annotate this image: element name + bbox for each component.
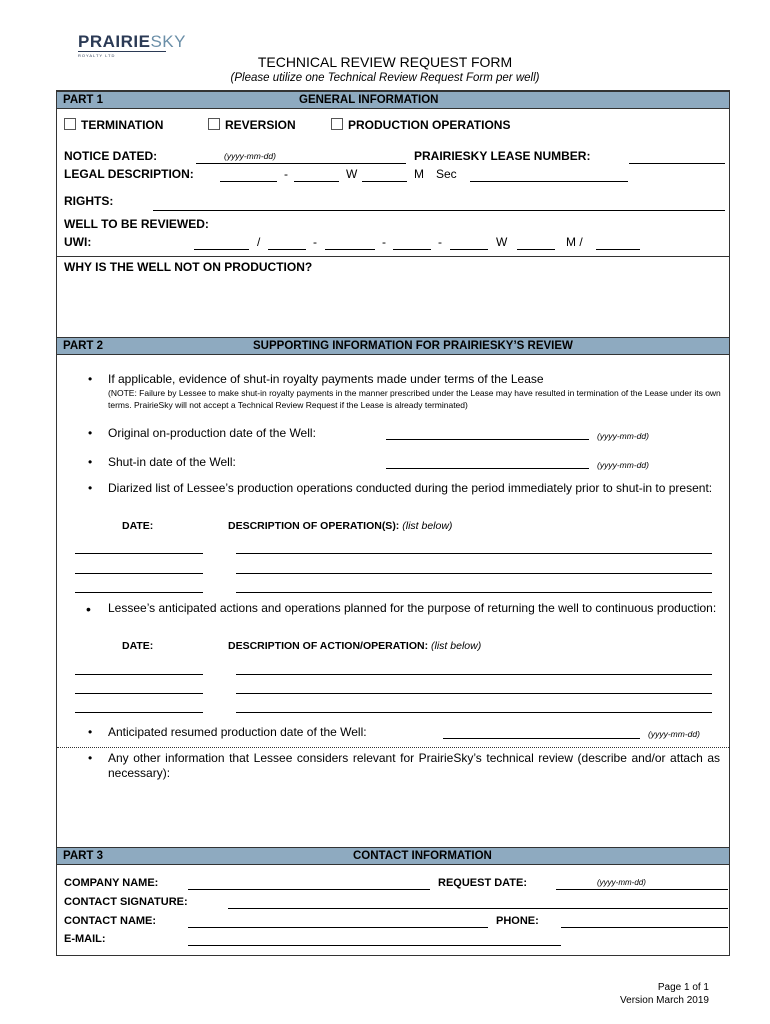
- item6-text: Anticipated resumed production date of the Well:: [108, 725, 367, 739]
- termination-checkbox[interactable]: [64, 118, 76, 130]
- ops-date-line-1[interactable]: [75, 553, 203, 554]
- part2-label: PART 2: [63, 340, 104, 352]
- phone-field[interactable]: [561, 927, 728, 928]
- contact-name-label: CONTACT NAME:: [64, 915, 157, 927]
- version-label: Version March 2019: [620, 995, 709, 1006]
- item7-bullet: •: [88, 751, 93, 765]
- resumed-production-date-field[interactable]: [443, 738, 640, 739]
- rights-label: RIGHTS:: [64, 194, 114, 208]
- item5-text: Lessee’s anticipated actions and operations planned for the purpose of returning the well to continuous production:: [108, 601, 717, 615]
- lease-number-label: PRAIRIESKY LEASE NUMBER:: [414, 149, 591, 163]
- uwi-field-4[interactable]: [393, 249, 431, 250]
- item1-text: If applicable, evidence of shut-in royalty payments made under terms of the Lease: [108, 372, 544, 386]
- well-reviewed-label: WELL TO BE REVIEWED:: [64, 217, 209, 231]
- item6-divider: [57, 747, 729, 748]
- uwi-w-label: W: [496, 235, 508, 249]
- uwi-field-5[interactable]: [450, 249, 488, 250]
- item3-bullet: •: [88, 455, 93, 469]
- form-title: TECHNICAL REVIEW REQUEST FORM: [257, 54, 513, 70]
- part1-label: PART 1: [63, 94, 104, 106]
- action-desc-line-3[interactable]: [236, 712, 712, 713]
- legal-twp-field[interactable]: [294, 181, 339, 182]
- uwi-field-2[interactable]: [268, 249, 306, 250]
- notice-date-field[interactable]: [196, 163, 406, 164]
- request-date-field[interactable]: [556, 889, 728, 890]
- contact-name-field[interactable]: [188, 927, 488, 928]
- legal-rge-field[interactable]: [362, 181, 407, 182]
- ops-date-column-label: DATE:: [122, 520, 154, 532]
- item6-bullet: •: [88, 725, 93, 739]
- logo-wordmark: PRAIRIESKY: [78, 32, 186, 51]
- action-desc-line-2[interactable]: [236, 693, 712, 694]
- uwi-slash: /: [257, 235, 261, 249]
- action-description-label: DESCRIPTION OF ACTION/OPERATION:: [228, 640, 429, 652]
- action-date-line-2[interactable]: [75, 693, 203, 694]
- uwi-field-6[interactable]: [517, 249, 555, 250]
- ops-description-label: DESCRIPTION OF OPERATION(S):: [228, 520, 400, 532]
- uwi-dash-1: -: [313, 235, 317, 249]
- ops-date-line-3[interactable]: [75, 592, 203, 593]
- part3-header: [57, 847, 729, 865]
- action-date-line-1[interactable]: [75, 674, 203, 675]
- part2-header: [57, 337, 729, 355]
- item2-text: Original on-production date of the Well:: [108, 426, 316, 440]
- item1-note: (NOTE: Failure by Lessee to make shut-in royalty payments in the manner prescribed under the Lease may have resulted in termination of the Lease under its own terms. PrairieSky will not accept a Technical Review Request if the Lease is already terminated): [108, 388, 721, 410]
- item4-text: Diarized list of Lessee’s production operations conducted during the period immediately prior to shut-in to present:: [108, 481, 713, 495]
- legal-lsd-field[interactable]: [220, 181, 277, 182]
- termination-label: TERMINATION: [81, 118, 164, 132]
- part1-header: [57, 91, 729, 109]
- uwi-dash-3: -: [438, 235, 442, 249]
- contact-signature-label: CONTACT SIGNATURE:: [64, 896, 188, 908]
- legal-w-label: W: [346, 167, 358, 181]
- other-information-area[interactable]: [57, 784, 729, 846]
- notice-dated-label: NOTICE DATED:: [64, 149, 158, 163]
- company-logo: [78, 32, 186, 58]
- request-date-hint: (yyyy-mm-dd): [597, 878, 646, 887]
- ops-desc-line-3[interactable]: [236, 592, 712, 593]
- uwi-m-label: M /: [566, 235, 583, 249]
- action-desc-line-1[interactable]: [236, 674, 712, 675]
- page-number: Page 1 of 1: [657, 982, 709, 993]
- action-list-below: (list below): [431, 640, 482, 652]
- company-name-field[interactable]: [188, 889, 430, 890]
- notice-date-hint: (yyyy-mm-dd): [224, 151, 276, 161]
- legal-description-label: LEGAL DESCRIPTION:: [64, 167, 194, 181]
- email-field[interactable]: [188, 945, 561, 946]
- item3-date-hint: (yyyy-mm-dd): [597, 460, 649, 470]
- item1-bullet: •: [88, 372, 93, 386]
- item2-bullet: •: [88, 426, 93, 440]
- part1-divider: [57, 256, 729, 257]
- lease-number-field[interactable]: [629, 163, 725, 164]
- reversion-label: REVERSION: [225, 118, 296, 132]
- ops-desc-line-1[interactable]: [236, 553, 712, 554]
- reversion-checkbox[interactable]: [208, 118, 220, 130]
- why-not-production-area[interactable]: [57, 276, 729, 336]
- action-date-column-label: DATE:: [122, 640, 154, 652]
- uwi-field-7[interactable]: [596, 249, 640, 250]
- part2-heading: SUPPORTING INFORMATION FOR PRAIRIESKY’S REVIEW: [253, 340, 573, 352]
- logo-subtext: ROYALTY LTD: [78, 53, 116, 58]
- why-not-production-label: WHY IS THE WELL NOT ON PRODUCTION?: [64, 260, 313, 274]
- request-date-label: REQUEST DATE:: [438, 877, 528, 889]
- ops-desc-line-2[interactable]: [236, 573, 712, 574]
- company-name-label: COMPANY NAME:: [64, 877, 159, 889]
- shut-in-date-field[interactable]: [386, 468, 589, 469]
- ops-description-column-label: [228, 520, 452, 532]
- email-label: E-MAIL:: [64, 933, 106, 945]
- part3-heading: CONTACT INFORMATION: [353, 850, 492, 862]
- part3-label: PART 3: [63, 850, 104, 862]
- action-date-line-3[interactable]: [75, 712, 203, 713]
- legal-dash: -: [284, 167, 288, 181]
- logo-rule: [78, 51, 166, 52]
- item2-date-hint: (yyyy-mm-dd): [597, 431, 649, 441]
- action-description-column-label: [228, 640, 481, 652]
- production-operations-label: PRODUCTION OPERATIONS: [348, 118, 511, 132]
- item7-text: Any other information that Lessee considers relevant for PrairieSky’s technical review (describe and/or attach as necessary):: [108, 751, 720, 780]
- uwi-field-3[interactable]: [325, 249, 375, 250]
- item4-bullet: •: [88, 481, 93, 495]
- uwi-field-1[interactable]: [194, 249, 249, 250]
- item5-bullet: •: [86, 601, 91, 617]
- legal-m-label: M: [414, 167, 424, 181]
- ops-list-below: (list below): [402, 520, 453, 532]
- phone-label: PHONE:: [496, 915, 539, 927]
- part1-heading: GENERAL INFORMATION: [299, 94, 439, 106]
- on-production-date-field[interactable]: [386, 439, 589, 440]
- uwi-dash-2: -: [382, 235, 386, 249]
- ops-date-line-2[interactable]: [75, 573, 203, 574]
- form-subtitle: (Please utilize one Technical Review Request Form per well): [230, 72, 540, 84]
- production-operations-checkbox[interactable]: [331, 118, 343, 130]
- uwi-label: UWI:: [64, 235, 92, 249]
- rights-field[interactable]: [153, 210, 725, 211]
- item3-text: Shut-in date of the Well:: [108, 455, 236, 469]
- legal-sec-field[interactable]: [470, 181, 628, 182]
- item6-date-hint: (yyyy-mm-dd): [648, 729, 700, 739]
- legal-sec-label: Sec: [436, 167, 457, 181]
- contact-signature-field[interactable]: [228, 908, 728, 909]
